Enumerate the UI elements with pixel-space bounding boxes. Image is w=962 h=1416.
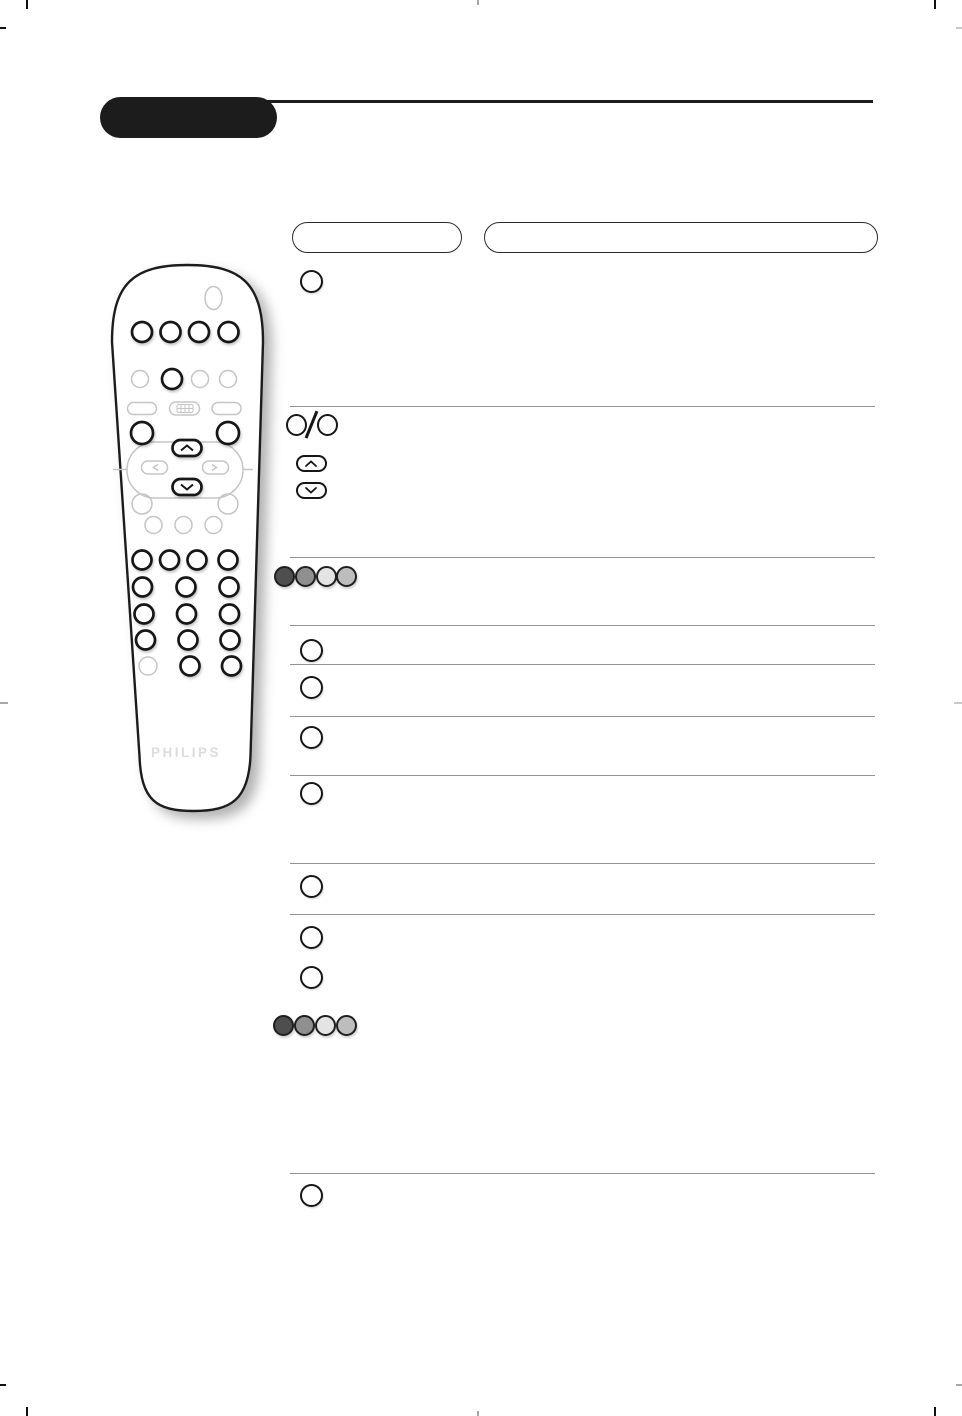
digit-key <box>160 551 179 570</box>
step-key-icon <box>300 782 323 805</box>
step-divider <box>290 775 875 776</box>
chevron-up-icon <box>303 459 319 468</box>
cursor-up-key-icon <box>296 455 327 472</box>
color-key-1 <box>273 1015 294 1036</box>
legend-box-description <box>484 222 878 253</box>
step-divider <box>290 557 875 558</box>
digit-key <box>222 657 241 676</box>
color-key-3 <box>315 1015 336 1036</box>
mode-key-active <box>162 369 182 389</box>
chevron-down-icon <box>303 486 319 495</box>
section-tab <box>100 97 277 138</box>
crop-mark <box>477 1411 479 1416</box>
header-rule <box>195 100 873 103</box>
step-key-icon <box>300 926 323 949</box>
color-key-2 <box>294 1015 315 1036</box>
step-key-icon <box>300 676 323 699</box>
step-key-icon <box>300 875 323 898</box>
step-divider <box>290 1173 875 1174</box>
step-key-icon <box>300 270 323 293</box>
digit-key <box>220 578 239 597</box>
digit-key <box>135 605 154 624</box>
digit-key <box>177 578 196 597</box>
crop-mark <box>956 1384 962 1386</box>
exit-key <box>217 422 239 444</box>
key-pair-icon <box>286 414 307 436</box>
legend-box-key <box>292 222 462 253</box>
step-divider <box>290 664 875 665</box>
cursor-up-key <box>173 440 202 456</box>
crop-mark <box>26 1407 28 1416</box>
source-key <box>132 322 152 342</box>
color-key-3 <box>316 566 337 587</box>
color-key-1 <box>274 566 295 587</box>
digit-key <box>177 605 196 624</box>
digit-key <box>188 551 207 570</box>
source-key <box>189 322 209 342</box>
menu-key <box>131 422 153 444</box>
crop-mark <box>934 0 936 9</box>
cursor-down-key <box>173 479 202 495</box>
key-pair-icon <box>317 414 338 436</box>
step-key-icon <box>300 966 323 989</box>
digit-key <box>133 551 152 570</box>
step-key-icon <box>300 639 323 662</box>
color-key-4 <box>336 1015 357 1036</box>
crop-mark <box>477 0 479 5</box>
philips-logo: PHILIPS <box>150 745 222 760</box>
source-key <box>219 322 239 342</box>
step-divider <box>290 406 875 407</box>
crop-mark <box>0 27 6 29</box>
crop-mark <box>0 702 8 704</box>
digit-key <box>220 605 239 624</box>
color-key-2 <box>295 566 316 587</box>
step-divider <box>290 716 875 717</box>
color-key-4 <box>336 566 357 587</box>
crop-mark <box>0 1384 6 1386</box>
slash-icon <box>305 411 318 439</box>
digit-key <box>179 631 198 650</box>
cursor-down-key-icon <box>296 482 327 499</box>
step-divider <box>290 914 875 915</box>
digit-key <box>219 551 238 570</box>
crop-mark <box>954 702 962 704</box>
digit-key <box>221 631 240 650</box>
step-divider <box>290 863 875 864</box>
digit-key <box>133 578 152 597</box>
crop-mark <box>26 0 28 9</box>
digit-key <box>136 631 155 650</box>
step-divider <box>290 625 875 626</box>
remote-control-illustration <box>86 248 300 832</box>
source-key <box>161 322 181 342</box>
digit-key <box>181 657 200 676</box>
step-key-icon <box>300 1184 323 1207</box>
step-key-icon <box>300 726 323 749</box>
remote-body <box>112 265 263 811</box>
crop-mark <box>934 1407 936 1416</box>
crop-mark <box>956 27 962 29</box>
